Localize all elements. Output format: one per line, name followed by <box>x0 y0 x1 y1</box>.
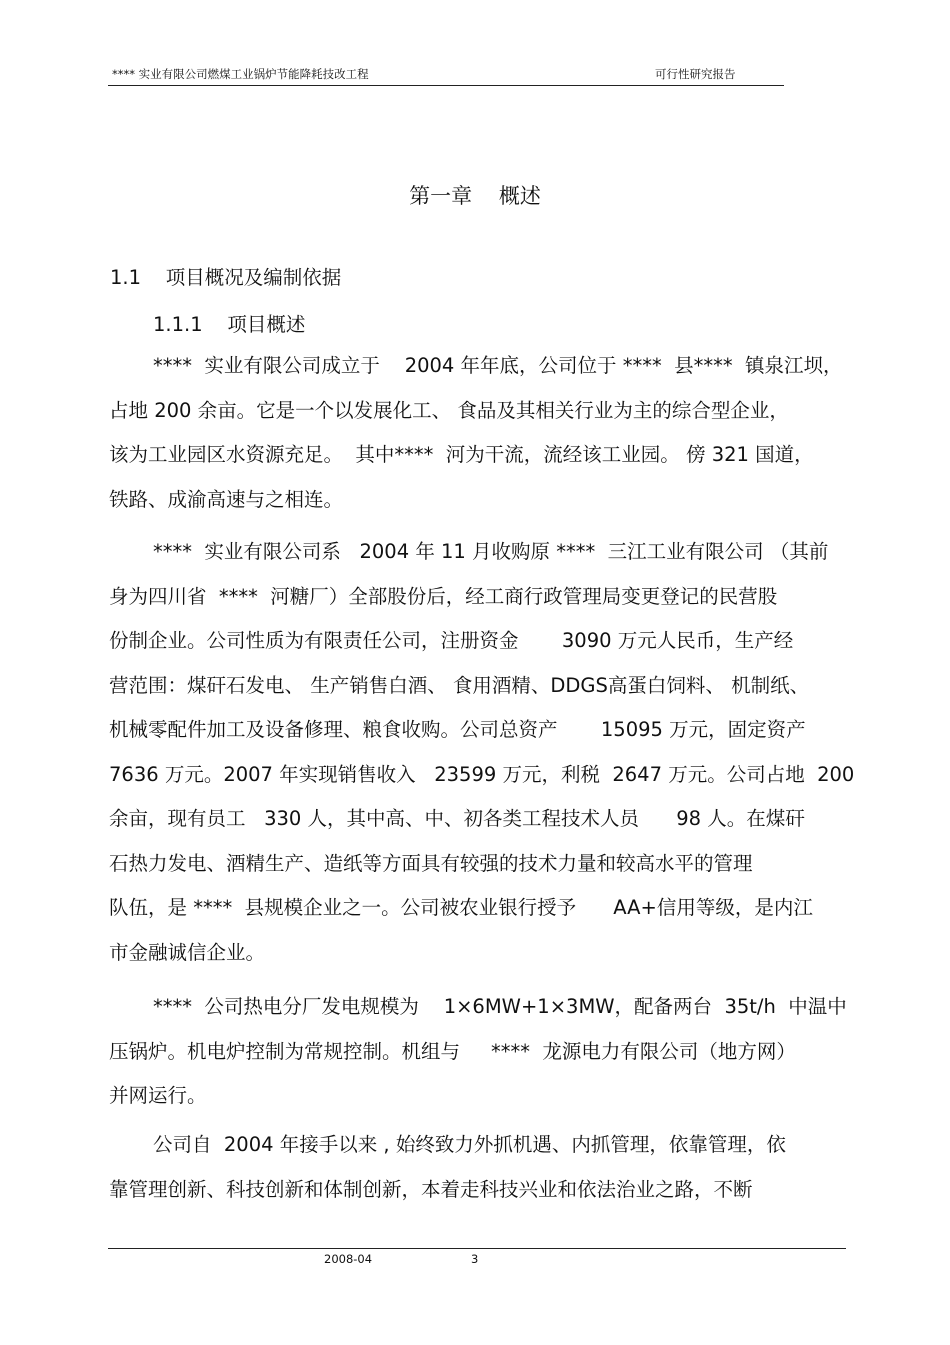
text-line: **** 实业有限公司系 2004 年 11 月收购原 **** 三江工业有限公司 （其前 <box>153 540 829 563</box>
text-line: 铁路、成渝高速与之相连。 <box>109 487 344 511</box>
footer-divider <box>108 1248 846 1249</box>
paragraph-management <box>109 1123 849 1212</box>
paragraph-company-history <box>109 530 855 975</box>
text-line: 靠管理创新、科技创新和体制创新，本着走科技兴业和依法治业之路，不断 <box>109 1177 753 1201</box>
running-header-doc-type: 可行性研究报告 <box>655 67 736 81</box>
text-line: 并网运行。 <box>109 1084 207 1107</box>
paragraph-company-overview <box>109 344 849 522</box>
text-line: 该为工业园区水资源充足。 其中**** 河为干流，流经该工业园。 傍 321 国道， <box>109 443 814 466</box>
header-divider <box>108 85 784 86</box>
section-heading: 1.1 项目概况及编制依据 <box>110 266 342 289</box>
text-line: 公司自 2004 年接手以来 , 始终致力外抓机遇、内抓管理，依靠管理，依 <box>153 1133 786 1156</box>
text-line: 队伍，是 **** 县规模企业之一。公司被农业银行授予 AA+信用等级，是内江 <box>109 896 813 919</box>
text-line: 机械零配件加工及设备修理、粮食收购。公司总资产 15095 万元，固定资产 <box>109 718 806 741</box>
text-line: **** 实业有限公司成立于 2004 年年底，公司位于 **** 县**** 镇泉江坝， <box>153 354 843 377</box>
text-line: 营范围：煤矸石发电、 生产销售白酒、 食用酒精、DDGS高蛋白饲料、 机制纸、 <box>109 673 810 697</box>
text-line: 占地 200 余亩。它是一个以发展化工、 食品及其相关行业为主的综合型企业， <box>109 398 789 422</box>
text-line: 压锅炉。机电炉控制为常规控制。机组与 **** 龙源电力有限公司（地方网） <box>109 1039 796 1063</box>
paragraph-power-plant <box>109 985 849 1119</box>
text-line: 7636 万元。2007 年实现销售收入 23599 万元，利税 2647 万元。公司占地 200 <box>109 762 855 786</box>
footer-date: 2008-04 <box>324 1252 373 1266</box>
text-line: 份制企业。公司性质为有限责任公司，注册资金 3090 万元人民币，生产经 <box>109 629 794 652</box>
running-header-title: **** 实业有限公司燃煤工业锅炉节能降耗技改工程 <box>112 67 369 81</box>
page-number: 3 <box>471 1252 479 1266</box>
text-line: 市金融诚信企业。 <box>109 940 266 964</box>
chapter-title: 第一章 概述 <box>409 184 541 208</box>
text-line: 身为四川省 **** 河糖厂）全部股份后，经工商行政管理局变更登记的民营股 <box>109 584 778 608</box>
subsection-heading: 1.1.1 项目概述 <box>153 313 306 336</box>
text-line: **** 公司热电分厂发电规模为 1×6MW+1×3MW，配备两台 35t/h 中温中 <box>153 995 847 1018</box>
text-line: 石热力发电、酒精生产、造纸等方面具有较强的技术力量和较高水平的管理 <box>109 851 753 875</box>
text-line: 余亩，现有员工 330 人，其中高、中、初各类工程技术人员 98 人。在煤矸 <box>109 807 805 830</box>
